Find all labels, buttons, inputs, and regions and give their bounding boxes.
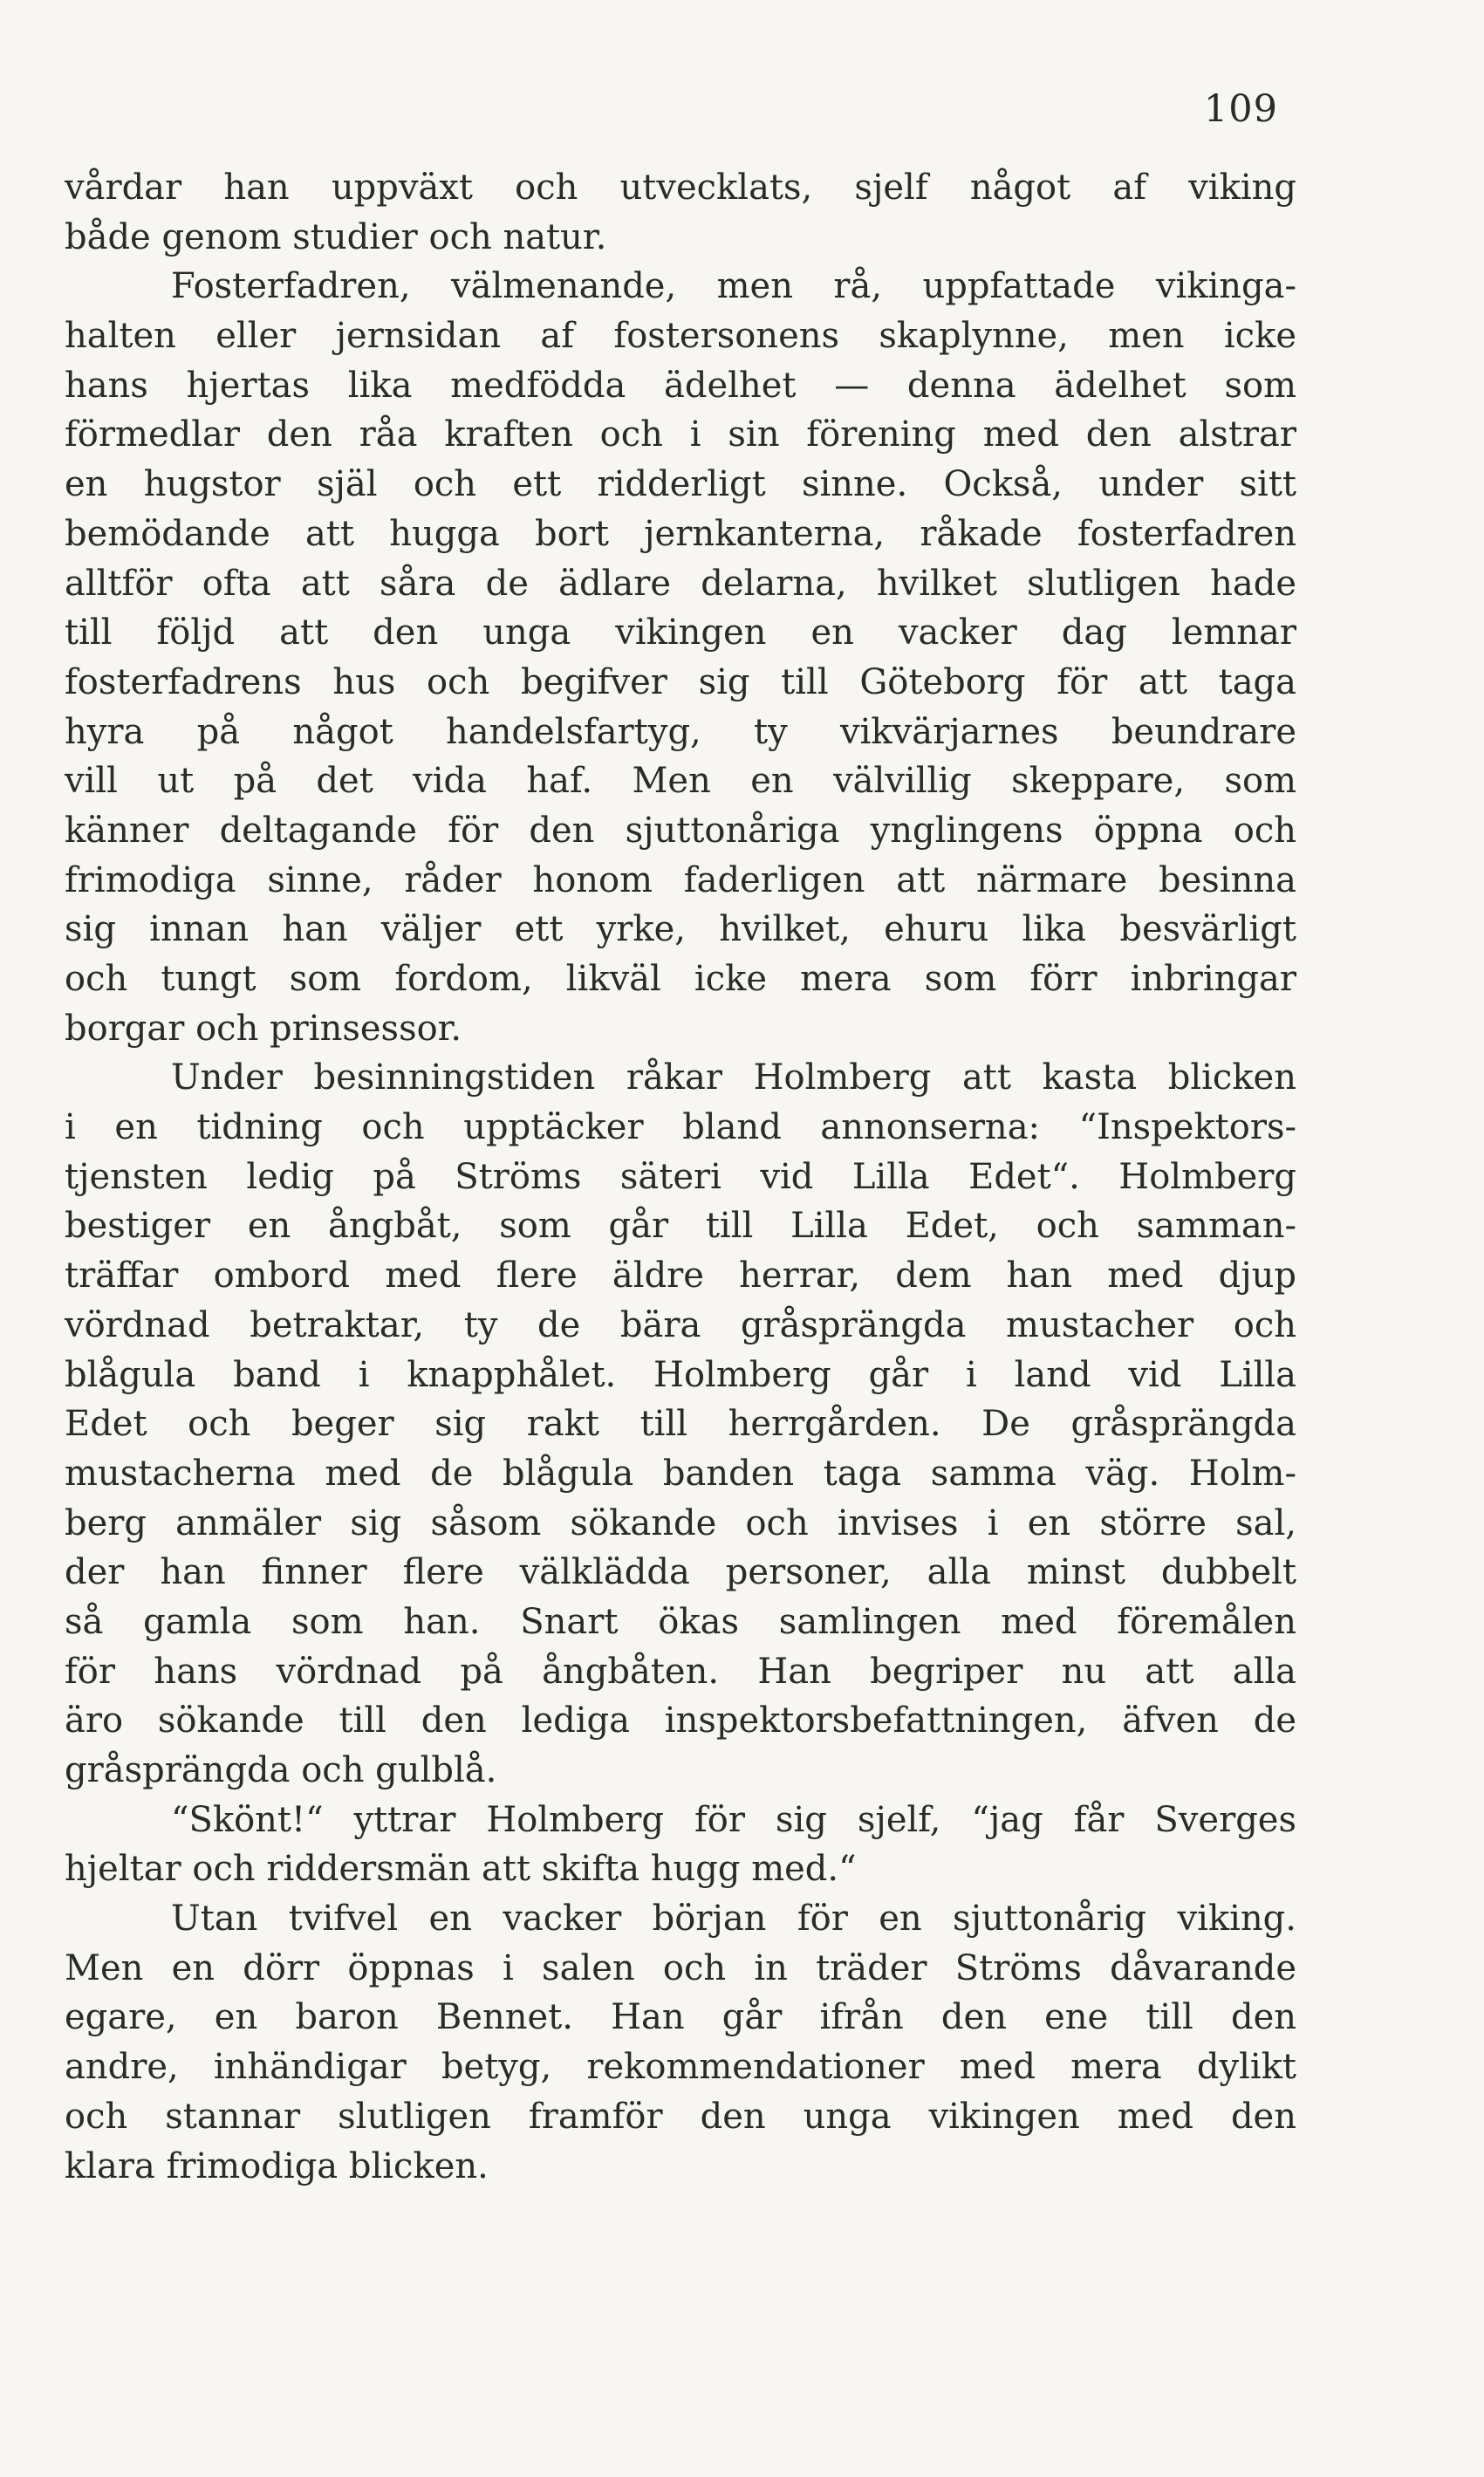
text-line: för hans vördnad på ångbåten. Han begriper nu att alla	[65, 1651, 1296, 1692]
text-line: fosterfadrens hus och begifver sig till Göteborg för att taga	[65, 661, 1296, 702]
text-line: gråsprängda och gulblå.	[65, 1750, 497, 1790]
text-line: Under besinningstiden råkar Holmberg att kasta blicken	[171, 1057, 1296, 1098]
text-line: klara frimodiga blicken.	[65, 2145, 489, 2186]
text-line: blågula band i knapphålet. Holmberg går i land vid Lilla	[65, 1354, 1296, 1395]
text-line: “Skönt!“ yttrar Holmberg för sig sjelf, “jag får Sverges	[171, 1799, 1296, 1840]
text-line: Edet och beger sig rakt till herrgården. De gråsprängda	[65, 1404, 1296, 1445]
text-line: frimodiga sinne, råder honom faderligen att närmare besinna	[65, 859, 1296, 900]
text-line: hyra på något handelsfartyg, ty vikvärjarnes beundrare	[65, 711, 1296, 752]
text-line: berg anmäler sig såsom sökande och invises i en större sal,	[65, 1502, 1296, 1543]
text-line: till följd att den unga vikingen en vacker dag lemnar	[65, 612, 1296, 653]
text-line: äro sökande till den lediga inspektorsbefattningen, äfven de	[65, 1700, 1296, 1741]
text-line: alltför ofta att såra de ädlare delarna, hvilket slutligen hade	[65, 563, 1296, 604]
text-line: halten eller jernsidan af fostersonens skaplynne, men icke	[65, 316, 1296, 357]
text-line: Utan tvifvel en vacker början för en sjuttonårig viking.	[171, 1899, 1296, 1940]
text-line: både genom studier och natur.	[65, 216, 607, 257]
text-line: och tungt som fordom, likväl icke mera som förr inbringar	[65, 959, 1296, 999]
text-line: bemödande att hugga bort jernkanterna, råkade fosterfadren	[65, 513, 1296, 554]
text-line: känner deltagande för den sjuttonåriga ynglingens öppna och	[65, 810, 1296, 851]
text-line: så gamla som han. Snart ökas samlingen med föremålen	[65, 1601, 1296, 1642]
text-line: hans hjertas lika medfödda ädelhet — denna ädelhet som	[65, 365, 1296, 406]
text-line: och stannar slutligen framför den unga vikingen med den	[65, 2096, 1296, 2137]
body-text	[65, 163, 1296, 2191]
text-line: en hugstor själ och ett ridderligt sinne. Också, under sitt	[65, 464, 1296, 505]
text-line: mustacherna med de blågula banden taga samma väg. Holm-	[65, 1453, 1296, 1494]
text-line: egare, en baron Bennet. Han går ifrån den ene till den	[65, 1997, 1296, 2038]
text-line: borgar och prinsessor.	[65, 1008, 462, 1049]
page-number: 109	[1203, 87, 1278, 131]
text-line: sig innan han väljer ett yrke, hvilket, ehuru lika besvärligt	[65, 909, 1296, 950]
text-line: Men en dörr öppnas i salen och in träder Ströms dåvarande	[65, 1947, 1296, 1988]
text-line: andre, inhändigar betyg, rekommendationer med mera dylikt	[65, 2047, 1296, 2088]
text-line: i en tidning och upptäcker bland annonserna: “Inspektors-	[65, 1107, 1296, 1148]
text-line: bestiger en ångbåt, som går till Lilla Edet, och samman-	[65, 1206, 1296, 1247]
text-line: vördnad betraktar, ty de bära gråsprängda mustacher och	[65, 1304, 1296, 1345]
text-line: Fosterfadren, välmenande, men rå, uppfattade vikinga-	[171, 266, 1296, 307]
text-line: träffar ombord med flere äldre herrar, dem han med djup	[65, 1256, 1296, 1297]
text-line: der han finner flere välklädda personer, alla minst dubbelt	[65, 1552, 1296, 1593]
text-line: förmedlar den råa kraften och i sin förening med den alstrar	[65, 414, 1296, 455]
text-line: vårdar han uppväxt och utvecklats, sjelf något af viking	[65, 168, 1296, 208]
text-line: vill ut på det vida haf. Men en välvillig skeppare, som	[65, 761, 1296, 802]
text-line: tjensten ledig på Ströms säteri vid Lilla Edet“. Holmberg	[65, 1156, 1296, 1197]
text-line: hjeltar och riddersmän att skifta hugg med.“	[65, 1849, 857, 1890]
